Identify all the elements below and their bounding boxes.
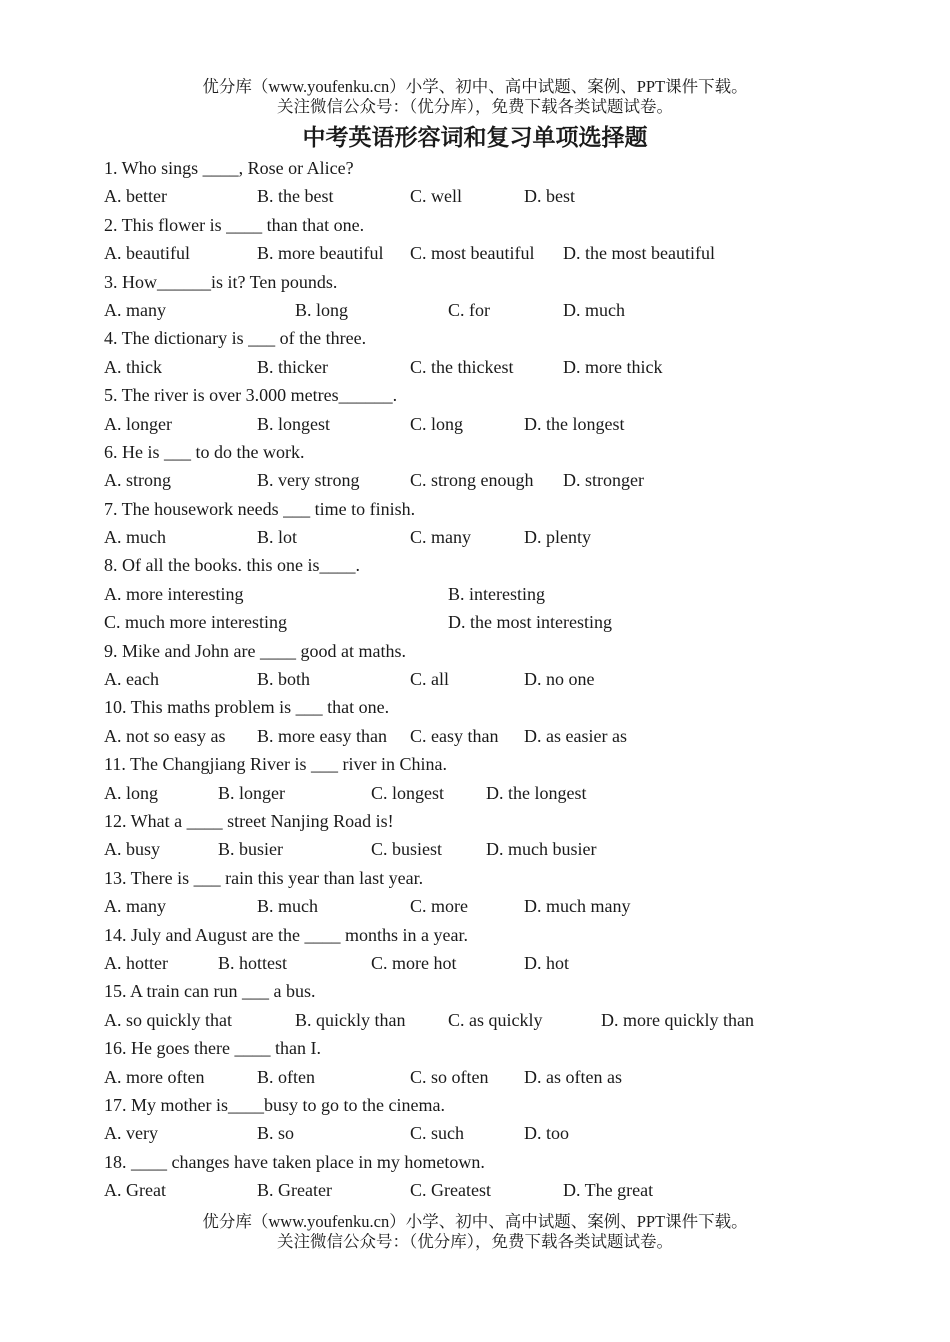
option-b: B. much (257, 896, 318, 917)
option-d: D. much many (524, 896, 631, 917)
option-b: B. so (257, 1123, 295, 1144)
option-b: B. longer (218, 782, 285, 803)
option-d: D. much (563, 299, 625, 320)
option-a: A. longer (104, 413, 172, 434)
options-row (104, 523, 884, 551)
question-text: 17. My mother is____busy to go to the cinema. (104, 1094, 445, 1115)
option-a: A. many (104, 896, 166, 917)
option-d: D. more thick (563, 356, 663, 377)
options-row (104, 665, 884, 693)
option-b: B. hottest (218, 952, 288, 973)
option-b: B. often (257, 1066, 315, 1087)
question-text: 2. This flower is ____ than that one. (104, 214, 365, 235)
option-d: D. the longest (486, 782, 587, 803)
options-row (104, 1176, 884, 1204)
question-text: 7. The housework needs ___ time to finish. (104, 498, 416, 519)
option-b: B. longest (257, 413, 331, 434)
page-footer (0, 1212, 950, 1252)
options-row (104, 949, 884, 977)
option-a: A. busy (104, 839, 161, 860)
option-b: B. more beautiful (257, 243, 384, 264)
option-d: D. plenty (524, 527, 591, 548)
option-c: C. longest (371, 782, 445, 803)
option-a: A. so quickly that (104, 1009, 232, 1030)
option-d: D. the most beautiful (563, 243, 715, 264)
option-b: B. lot (257, 527, 298, 548)
page-header (0, 77, 950, 117)
option-a: A. better (104, 186, 167, 207)
option-a: A. more often (104, 1066, 205, 1087)
options-row (104, 410, 884, 438)
option-a: A. very (104, 1123, 158, 1144)
options-row (104, 466, 884, 494)
option-b: B. the best (257, 186, 334, 207)
option-d: D. much busier (486, 839, 597, 860)
question-text: 15. A train can run ___ a bus. (104, 981, 316, 1002)
option-b: B. busier (218, 839, 283, 860)
header-line-1: 优分库（www.youfenku.cn）小学、初中、高中试题、案例、PPT课件下载。 (202, 77, 748, 96)
options-row (104, 835, 884, 863)
option-a: A. much (104, 527, 166, 548)
options-row (104, 296, 884, 324)
question-text: 6. He is ___ to do the work. (104, 441, 305, 462)
options-row (104, 353, 884, 381)
option-d: D. as often as (524, 1066, 622, 1087)
option-c: C. so often (410, 1066, 489, 1087)
options-row (104, 182, 884, 210)
option-a: A. long (104, 782, 158, 803)
question-text: 9. Mike and John are ____ good at maths. (104, 640, 406, 661)
option-c: C. most beautiful (410, 243, 535, 264)
option-b: B. very strong (257, 470, 360, 491)
header-line-2: 关注微信公众号：（优分库），免费下载各类试题试卷。 (277, 97, 673, 116)
options-row (104, 239, 884, 267)
question-text: 5. The river is over 3.000 metres______. (104, 385, 398, 406)
option-b: B. both (257, 669, 311, 690)
option-c: C. much more interesting (104, 612, 287, 633)
option-c: C. more hot (371, 952, 457, 973)
options-row (104, 1063, 884, 1091)
page-title: 中考英语形容词和复习单项选择题 (302, 125, 648, 151)
option-a: A. thick (104, 356, 162, 377)
option-c: C. strong enough (410, 470, 534, 491)
question-text: 13. There is ___ rain this year than last year. (104, 867, 424, 888)
option-d: D. stronger (563, 470, 644, 491)
question-text: 1. Who sings ____, Rose or Alice? (104, 158, 354, 178)
option-c: C. the thickest (410, 356, 514, 377)
option-b: B. interesting (448, 583, 545, 604)
option-c: C. as quickly (448, 1009, 543, 1030)
question-text: 10. This maths problem is ___ that one. (104, 697, 390, 718)
option-d: D. more quickly than (601, 1009, 754, 1030)
option-b: B. more easy than (257, 725, 387, 746)
option-d: D. the most interesting (448, 612, 612, 633)
option-a: A. many (104, 299, 166, 320)
question-text: 12. What a ____ street Nanjing Road is! (104, 810, 394, 831)
question-text: 11. The Changjiang River is ___ river in China. (104, 754, 447, 775)
question-list (104, 154, 884, 1204)
options-row (104, 779, 884, 807)
option-a: A. beautiful (104, 243, 190, 264)
option-d: D. no one (524, 669, 595, 690)
options-row (104, 608, 884, 636)
question-text: 14. July and August are the ____ months in a year. (104, 924, 468, 945)
option-c: C. Greatest (410, 1180, 491, 1201)
option-a: A. not so easy as (104, 725, 226, 746)
option-d: D. the longest (524, 413, 625, 434)
option-b: B. thicker (257, 356, 328, 377)
options-row (104, 1006, 884, 1034)
option-d: D. The great (563, 1180, 654, 1201)
options-row (104, 1119, 884, 1147)
option-b: B. Greater (257, 1180, 332, 1201)
option-c: C. for (448, 299, 490, 320)
option-c: C. long (410, 413, 464, 434)
question-text: 18. ____ changes have taken place in my hometown. (104, 1151, 485, 1172)
options-row (104, 580, 884, 608)
question-text: 16. He goes there ____ than I. (104, 1038, 321, 1059)
option-c: C. busiest (371, 839, 443, 860)
question-text: 8. Of all the books. this one is____. (104, 555, 360, 576)
option-a: A. each (104, 669, 159, 690)
option-d: D. as easier as (524, 725, 627, 746)
option-c: C. many (410, 527, 471, 548)
option-d: D. too (524, 1123, 569, 1144)
options-row (104, 722, 884, 750)
option-c: C. easy than (410, 725, 499, 746)
option-c: C. all (410, 669, 449, 690)
option-d: D. hot (524, 952, 569, 973)
question-text: 4. The dictionary is ___ of the three. (104, 328, 367, 349)
option-a: A. more interesting (104, 583, 244, 604)
option-c: C. more (410, 896, 468, 917)
question-text: 3. How______is it? Ten pounds. (104, 271, 338, 292)
option-d: D. best (524, 186, 575, 207)
option-c: C. such (410, 1123, 464, 1144)
footer-line-1: 优分库（www.youfenku.cn）小学、初中、高中试题、案例、PPT课件下载。 (202, 1212, 748, 1231)
option-a: A. hotter (104, 952, 168, 973)
footer-line-2: 关注微信公众号：（优分库），免费下载各类试题试卷。 (277, 1232, 673, 1251)
option-b: B. quickly than (295, 1009, 406, 1030)
option-a: A. strong (104, 470, 171, 491)
option-c: C. well (410, 186, 462, 207)
option-b: B. long (295, 299, 349, 320)
option-a: A. Great (104, 1180, 166, 1201)
options-row (104, 892, 884, 920)
